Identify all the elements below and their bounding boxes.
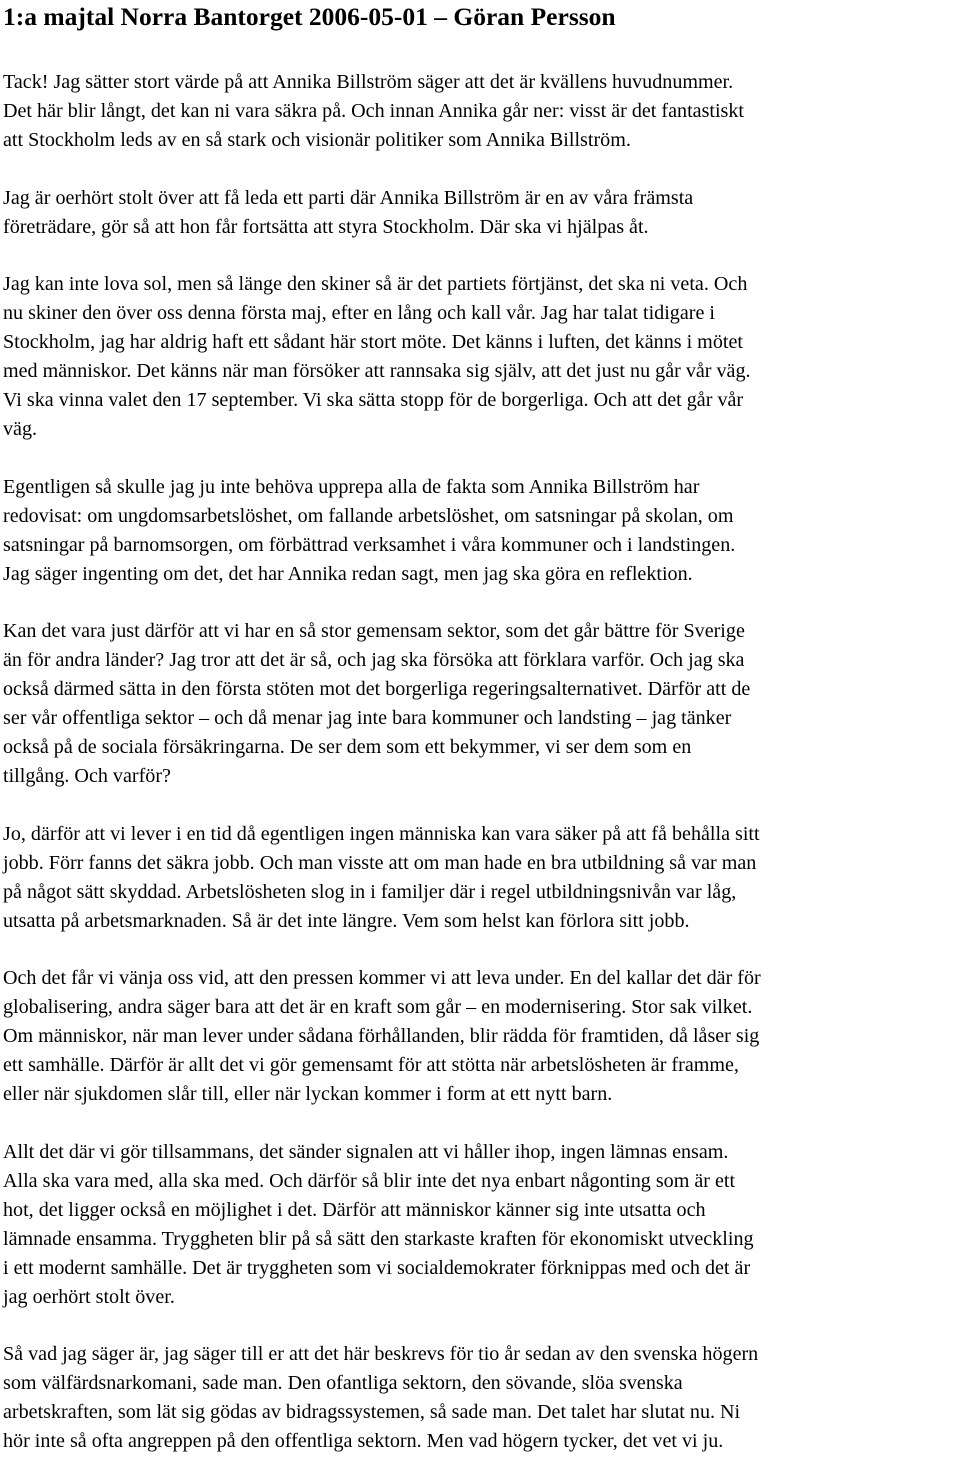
paragraph-3: Jag kan inte lova sol, men så länge den skiner så är det partiets förtjänst, det ska ni veta. Och nu skiner den över oss denna första maj, efter en lång och kall vår. Jag har talat tidigare i Stockholm, jag har aldrig haft ett sådant här stort möte. Det känns i luften, det känns i mötet med människor. Det känns när man försöker att rannsaka sig själv, att det just nu går vår väg. Vi ska vinna valet den 17 september. Vi ska sätta stopp för de borgerliga. Och att det går vår väg. bbox=[3, 273, 751, 440]
paragraph-8: Allt det där vi gör tillsammans, det sänder signalen att vi håller ihop, ingen lämnas ensam. Alla ska vara med, alla ska med. Och därför så blir inte det nya enbart någonting som är ett hot, det ligger också en möjlighet i det. Därför att människor känner sig inte utsatta och lämnade ensamma. Tryggheten blir på så sätt den starkaste kraften för ekonomiskt utveckling i ett modernt samhälle. Det är tryggheten som vi socialdemokrater förknippas med och det är jag oerhört stolt över. bbox=[3, 1140, 754, 1308]
paragraph-5: Kan det vara just därför att vi har en så stor gemensam sektor, som det går bättre för Sverige än för andra länder? Jag tror att det är så, och jag ska försöka att förklara varför. Och jag ska också därmed sätta in den första stöten mot det borgerliga regeringsalternativet. Därför att de ser vår offentliga sektor – och då menar jag inte bara kommuner och landsting – jag tänker också på de sociala försäkringarna. De ser dem som ett bekymmer, vi ser dem som en tillgång. Och varför? bbox=[3, 620, 751, 787]
paragraph-1: Tack! Jag sätter stort värde på att Annika Billström säger att det är kvällens huvudnummer. Det här blir långt, det kan ni vara säkra på. Och innan Annika går ner: visst är det fantastiskt att Stockholm leds av en så stark och visionär politiker som Annika Billström. bbox=[3, 71, 745, 151]
page-title: 1:a majtal Norra Bantorget 2006-05-01 – Göran Persson bbox=[3, 2, 616, 31]
paragraph-6: Jo, därför att vi lever i en tid då egentligen ingen människa kan vara säker på att få behålla sitt jobb. Förr fanns det säkra jobb. Och man visste att om man hade en bra utbildning så var man på något sätt skyddad. Arbetslösheten slog in i familjer där i regel utbildningsnivån var låg, utsatta på arbetsmarknaden. Så är det inte längre. Vem som helst kan förlora sitt jobb. bbox=[3, 822, 760, 932]
paragraph-4: Egentligen så skulle jag ju inte behöva upprepa alla de fakta som Annika Billström har redovisat: om ungdomsarbetslöshet, om fallande arbetslöshet, om satsningar på skolan, om satsningar på barnomsorgen, om förbättrad verksamhet i våra kommuner och i landstingen. Jag säger ingenting om det, det har Annika redan sagt, men jag ska göra en reflektion. bbox=[3, 475, 736, 585]
speech-body bbox=[3, 68, 960, 1456]
paragraph-2: Jag är oerhört stolt över att få leda ett parti där Annika Billström är en av våra främsta företrädare, gör så att hon får fortsätta att styra Stockholm. Där ska vi hjälpas åt. bbox=[3, 186, 694, 238]
paragraph-9: Så vad jag säger är, jag säger till er att det här beskrevs för tio år sedan av den svenska högern som välfärdsnarkomani, sade man. Den ofantliga sektorn, den sövande, slöa svenska arbetskraften, som lät sig gödas av bidragssystemen, så sade man. Det talet har slutat nu. Ni hör inte så ofta angreppen på den offentliga sektorn. Men vad högern tycker, det vet vi ju. bbox=[3, 1343, 759, 1452]
paragraph-7: Och det får vi vänja oss vid, att den pressen kommer vi att leva under. En del kallar det där för globalisering, andra säger bara att det är en kraft som går – en modernisering. Stor sak vilket. Om människor, när man lever under sådana förhållanden, blir rädda för framtiden, då låser sig ett samhälle. Därför är allt det vi gör gemensamt för att stötta när arbetslösheten är framme, eller när sjukdomen slår till, eller när lyckan kommer i form at ett nytt barn. bbox=[3, 967, 761, 1105]
